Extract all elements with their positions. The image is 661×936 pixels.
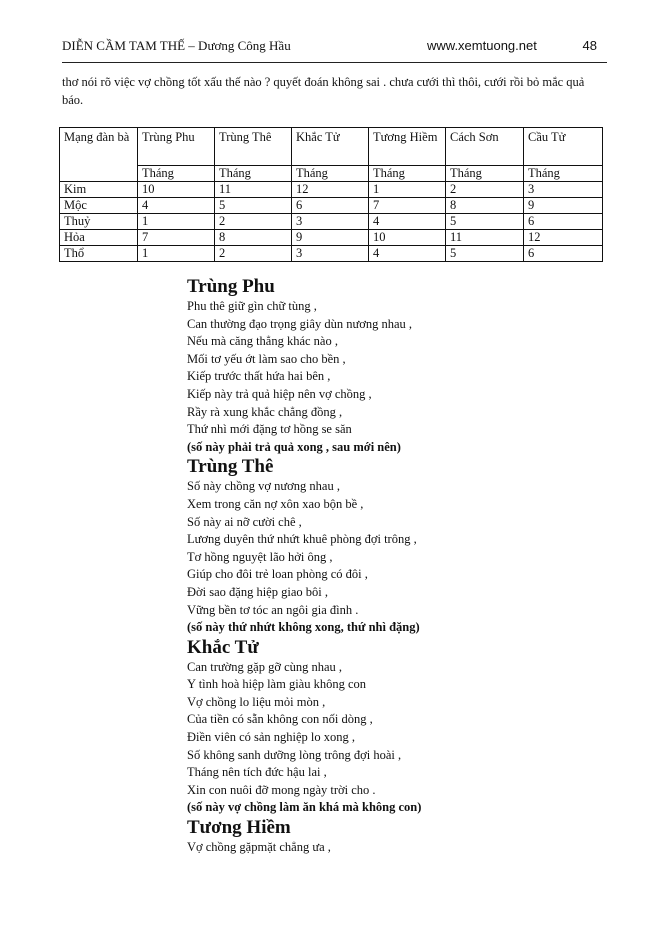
table-cell: 11 bbox=[215, 182, 292, 198]
table-cell: 1 bbox=[138, 214, 215, 230]
poem-line: Của tiền có sẵn không con nối dòng , bbox=[187, 712, 373, 727]
poem-line: Điền viên có sản nghiệp lo xong , bbox=[187, 730, 356, 745]
subheader-cell: Tháng bbox=[215, 166, 292, 182]
table-row bbox=[60, 246, 603, 262]
poem-line: Thứ nhì mới đặng tơ hồng se săn bbox=[187, 422, 352, 437]
column-header: Trùng Phu bbox=[138, 128, 215, 166]
poem-note: (số này vợ chồng làm ăn khá mà không con) bbox=[187, 800, 422, 815]
poem-line: Xem trong căn nợ xôn xao bộn bề , bbox=[187, 496, 364, 511]
column-header: Cầu Tử bbox=[524, 128, 603, 166]
poem bbox=[187, 276, 607, 456]
poem-line: Số không sanh dưỡng lòng trông đợi hoài , bbox=[187, 747, 402, 762]
corner-cell: Mạng đàn bà bbox=[60, 128, 138, 182]
month-table bbox=[59, 127, 603, 262]
poem-line: Y tình hoà hiệp làm giàu không con bbox=[187, 677, 367, 692]
table-cell: 8 bbox=[446, 198, 524, 214]
table-cell: 12 bbox=[524, 230, 603, 246]
table-cell: 7 bbox=[138, 230, 215, 246]
poem-line: Kiếp trước thất hứa hai bên , bbox=[187, 369, 331, 384]
poem-line: Kiếp này trả quả hiệp nên vợ chồng , bbox=[187, 386, 372, 401]
poem-line: Lương duyên thứ nhứt khuê phòng đợi trông , bbox=[187, 532, 417, 547]
table-cell: 9 bbox=[292, 230, 369, 246]
table-header-row bbox=[60, 128, 603, 166]
table-cell: 11 bbox=[446, 230, 524, 246]
subheader-cell: Tháng bbox=[138, 166, 215, 182]
book-title: DIỄN CẦM TAM THẾ – Dương Công Hầu bbox=[62, 38, 291, 53]
table-subheader-row bbox=[60, 166, 603, 182]
poem-line: Đời sao đặng hiệp giao bôi , bbox=[187, 584, 328, 599]
poem-line: Can trường gặp gỡ cùng nhau , bbox=[187, 659, 343, 674]
poem-line: Rầy rà xung khắc chẳng đồng , bbox=[187, 404, 343, 419]
row-label: Mộc bbox=[60, 198, 138, 214]
poem-line: Số này ai nỡ cười chê , bbox=[187, 514, 302, 529]
poem-line: Vợ chồng gặpmặt chẳng ưa , bbox=[187, 840, 331, 855]
table-cell: 8 bbox=[215, 230, 292, 246]
table-cell: 1 bbox=[369, 182, 446, 198]
poem-line: Giúp cho đôi trẻ loan phòng có đôi , bbox=[187, 567, 368, 582]
column-header: Cách Sơn bbox=[446, 128, 524, 166]
table-cell: 1 bbox=[138, 246, 215, 262]
poem-title: Tương Hiềm bbox=[187, 817, 291, 839]
table-cell: 4 bbox=[138, 198, 215, 214]
poem-line: Vợ chồng lo liệu mỏi mòn , bbox=[187, 694, 326, 709]
table-row bbox=[60, 230, 603, 246]
table-cell: 6 bbox=[292, 198, 369, 214]
table-cell: 4 bbox=[369, 214, 446, 230]
subheader-cell: Tháng bbox=[292, 166, 369, 182]
table-cell: 5 bbox=[446, 246, 524, 262]
poem-title: Trùng Thê bbox=[187, 456, 274, 478]
table-cell: 12 bbox=[292, 182, 369, 198]
table-cell: 2 bbox=[215, 246, 292, 262]
poem-line: Can thường đạo trọng giây dùn nương nhau , bbox=[187, 316, 413, 331]
poem-line: Nếu mà căng thẳng khác nào , bbox=[187, 334, 338, 349]
table-cell: 3 bbox=[524, 182, 603, 198]
table-cell: 6 bbox=[524, 246, 603, 262]
poem bbox=[187, 456, 607, 636]
header-divider bbox=[62, 62, 607, 63]
table-row bbox=[60, 182, 603, 198]
subheader-cell: Tháng bbox=[369, 166, 446, 182]
table-cell: 3 bbox=[292, 246, 369, 262]
column-header: Khắc Tử bbox=[292, 128, 369, 166]
poem-title: Khắc Tử bbox=[187, 636, 259, 658]
table-cell: 10 bbox=[138, 182, 215, 198]
table-cell: 5 bbox=[446, 214, 524, 230]
table-cell: 9 bbox=[524, 198, 603, 214]
poem-line: Mối tơ yếu ớt làm sao cho bền , bbox=[187, 351, 346, 366]
poem-note: (số này thứ nhứt không xong, thứ nhì đặng) bbox=[187, 620, 420, 635]
poem bbox=[187, 817, 607, 857]
poem-title: Trùng Phu bbox=[187, 276, 275, 297]
table-cell: 2 bbox=[446, 182, 524, 198]
column-header: Trùng Thê bbox=[215, 128, 292, 166]
table-cell: 2 bbox=[215, 214, 292, 230]
row-label: Thổ bbox=[60, 246, 138, 262]
month-table-body bbox=[60, 128, 603, 262]
poem-line: Vững bền tơ tóc an ngôi gia đình . bbox=[187, 602, 359, 617]
table-cell: 3 bbox=[292, 214, 369, 230]
column-header: Tương Hiềm bbox=[369, 128, 446, 166]
poem bbox=[187, 637, 607, 817]
table-row bbox=[60, 198, 603, 214]
table-cell: 10 bbox=[369, 230, 446, 246]
table-row bbox=[60, 214, 603, 230]
page-header bbox=[62, 38, 597, 58]
poem-note: (số này phải trả quả xong , sau mới nên) bbox=[187, 439, 401, 454]
row-label: Kim bbox=[60, 182, 138, 198]
subheader-cell: Tháng bbox=[446, 166, 524, 182]
table-cell: 6 bbox=[524, 214, 603, 230]
intro-paragraph: thơ nói rõ việc vợ chồng tốt xấu thế nào ? quyết đoán không sai . chưa cưới thì thôi, cưới rồi bỏ mắc quả báo. bbox=[62, 75, 585, 107]
table-cell: 4 bbox=[369, 246, 446, 262]
website-link[interactable]: www.xemtuong.net bbox=[427, 38, 537, 53]
table-cell: 7 bbox=[369, 198, 446, 214]
poem-line: Phu thê giữ gìn chữ tùng , bbox=[187, 299, 317, 313]
subheader-cell: Tháng bbox=[524, 166, 603, 182]
poem-section bbox=[187, 276, 607, 857]
poem-line: Tháng nên tích đức hậu lai , bbox=[187, 765, 327, 780]
page-number: 48 bbox=[582, 38, 597, 53]
poem-line: Xin con nuôi đỡ mong ngày trời cho . bbox=[187, 782, 376, 797]
row-label: Thuỷ bbox=[60, 214, 138, 230]
poem-line: Tơ hồng nguyệt lão hởi ông , bbox=[187, 549, 333, 564]
table-cell: 5 bbox=[215, 198, 292, 214]
poem-line: Số này chồng vợ nương nhau , bbox=[187, 479, 340, 494]
row-label: Hỏa bbox=[60, 230, 138, 246]
